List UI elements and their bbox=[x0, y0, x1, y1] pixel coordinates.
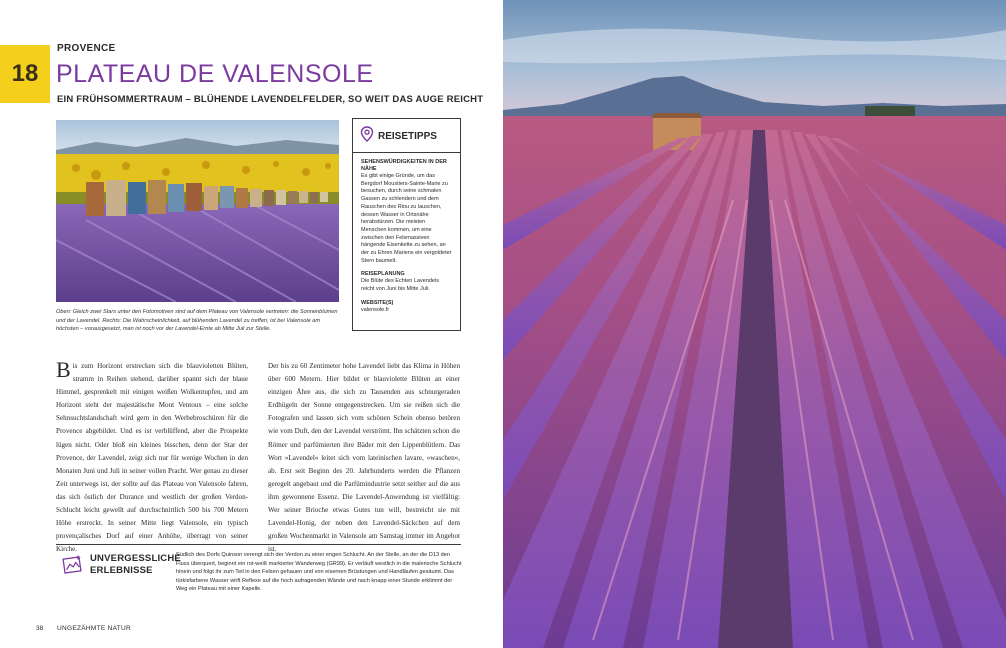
sights-text: Es gibt einige Gründe, um das Bergdorf Moustiers-Sainte-Marie zu besuchen, durch seine schmalen Gassen zu schlendern und dem Rauschen des Riou zu lauschen, dessen Wasser in Ortsnähe herabstürzen. Die meisten Menschen kommen, um eine zwischen den Felsmassiven hängende Eisenkette zu sehen, an der zu Ehren Mariens ein vergoldeter Stern baumelt. bbox=[361, 173, 452, 264]
section-divider bbox=[56, 544, 461, 545]
planning-label: REISEPLANUNG bbox=[361, 271, 405, 278]
page-number: 38 bbox=[36, 625, 44, 632]
page-title: PLATEAU DE VALENSOLE bbox=[56, 60, 374, 88]
lavender-field-photo bbox=[503, 0, 1006, 648]
website-link[interactable]: valensole.fr bbox=[361, 306, 390, 313]
experience-title: UNVERGESSLICHE ERLEBNISSE bbox=[90, 553, 181, 576]
experience-text: Südlich des Dorfs Quinson verengt sich der Verdon zu einer engen Schlucht. An der Stelle, an der die D13 den Fluss überquert, beginnt ein rot-weiß markierter Wanderweg (GR99). Er verläuft westlich in die malerische Schlucht hinein und folgt ihr zum Teil in den Felsen gehauen und von eisernen Brüstungen und Handläufen gesäumt. Das türkisfarbene Wasser wirft Reflexe auf die hoch aufragenden Wände und nach knapp einer Stunde erklimmt der Weg ein Plateau mit einer Kapelle. bbox=[176, 552, 462, 593]
map-pin-icon bbox=[360, 126, 374, 147]
website-label: WEBSITE(S) bbox=[361, 299, 394, 306]
body-column-2: Der bis zu 60 Zentimeter hohe Lavendel liebt das Klima in Höhen über 600 Metern. Hier bildet er blauviolette Blüten an einer einzigen Ähre aus, die sich zu Tausenden aus schnurgeraden Erdhügeln der Sonne entgegenstrecken. Um sie reißen sich die Fotografen und lassen sich vom schönen Schein ebenso betören wie vom Duft, den der Lavendel verströmt. Ihn schätzten schon die Römer und parfümierten ihre Bäder mit den Lippenblütlern. Das Wort »Lavendel« leitet sich vom lateinischen lavare, »waschen«, ab. Erst seit Beginn des 20. Jahrhunderts werden die Pflanzen geregelt angebaut und die Parfümindustrie setzt seither auf die aus ihm gewonnene Essenz. Die Lavendel-Anwendung ist vielfältig: Wer seiner Brioche etwas Gutes tun will, bestreicht sie mit Lavendel-Honig, der neben den Lavendel-Säckchen auf dem großen Wochenmarkt in Valensole am Samstag immer im Angebot ist. bbox=[268, 362, 460, 554]
travel-tips-header bbox=[353, 126, 460, 153]
travel-tips-title: REISETIPPS bbox=[378, 131, 437, 142]
travel-tips-box bbox=[352, 118, 461, 331]
beehive-lavender-illustration bbox=[56, 120, 339, 302]
lavender-field-illustration bbox=[503, 0, 1006, 648]
beehive-lavender-photo bbox=[56, 120, 339, 302]
body-column-1 bbox=[56, 357, 248, 556]
chapter-number-box bbox=[0, 45, 50, 103]
sights-label: SEHENSWÜRDIGKEITEN IN DER NÄHE bbox=[361, 159, 447, 172]
page-subtitle: EIN FRÜHSOMMERTRAUM – BLÜHENDE LAVENDELFELDER, SO WEIT DAS AUGE REICHT bbox=[57, 94, 484, 105]
region-label: PROVENCE bbox=[57, 43, 116, 54]
planning-text: Die Blüte des Echten Lavendels reicht von Juni bis Mitte Juli. bbox=[361, 278, 439, 293]
photo-frame-icon bbox=[62, 553, 82, 575]
body-column-1-text: is zum Horizont erstrecken sich die blauvioletten Blüten, stramm in Reihen stehend, darüber spannt sich der blaue Himmel, gesprenkelt mit einigen weißen Wolkentupfen, und am Horizont steht der majestätische Mont Ventoux – eine solche Sehnsuchtslandschaft wird gern in den Werbebroschüren für die Provence abgebildet. Und es ist verblüffend, aber die Prospekte lügen nicht. Oder bloß ein kleines bisschen, denn der Star der Provence, der Lavendel, zeigt sich nur für wenige Wochen in den Monaten Juni und Juli in seiner vollen Pracht. Wer genau zu dieser Zeit unterwegs ist, der sollte auf das Plateau von Valensole fahren, das sich östlich der Durance und westlich der großen Verdon-Schlucht leicht gewellt auf durchschnittlich 500 bis 700 Metern Höhe erstreckt. In seiner Mitte liegt Valensole, ein typisch provençalisches Dorf auf einer Anhöhe, überragt von seiner Kirche. bbox=[56, 362, 248, 554]
chapter-number: 18 bbox=[11, 60, 39, 87]
photo-caption: Oben: Gleich zwei Stars unter den Fotomotiven sind auf dem Plateau von Valensole vertreten: die Sonnenblumen und der Lavendel. Rechts: Die Wahrscheinlichkeit, auf blühenden Lavendel zu treffen, ist bei Valensole am höchsten – vorausgesetzt, man ist noch vor der Lavendel-Ernte ab Mitte Juli zur Stelle. bbox=[56, 309, 338, 332]
section-label: UNGEZÄHMTE NATUR bbox=[57, 625, 132, 632]
drop-cap: B bbox=[56, 357, 71, 382]
